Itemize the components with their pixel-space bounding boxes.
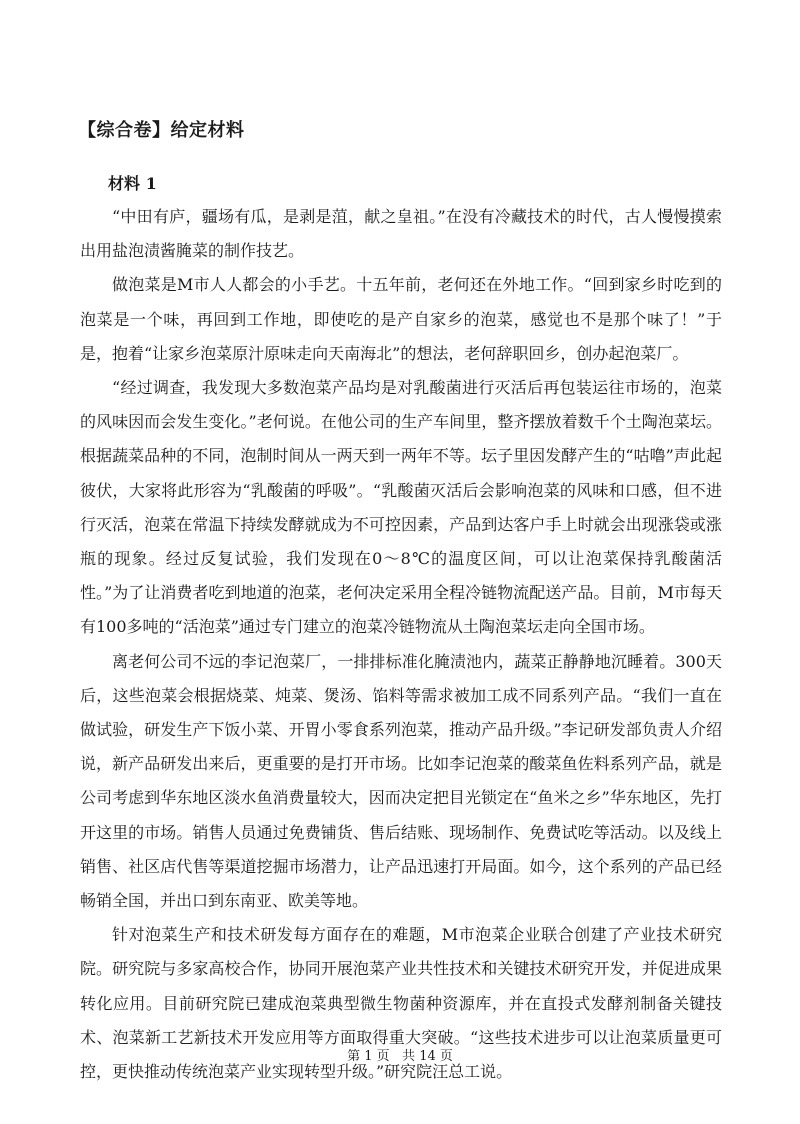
paragraph: 离老何公司不远的李记泡菜厂，一排排标准化腌渍池内，蔬菜正静静地沉睡着。300天后，这些泡菜会根据烧菜、炖菜、煲汤、馅料等需求被加工成不同系列产品。“我们一直在做试验，研发生产下饭小菜、开胃小零食系列泡菜，推动产品升级。”李记研发部负责人介绍说，新产品研发出来后，更重要的是打开市场。比如李记泡菜的酸菜鱼佐料系列产品，就是公司考虑到华东地区淡水鱼消费量较大，因而决定把目光锁定在“鱼米之乡”华东地区，先打开这里的市场。销售人员通过免费铺货、售后结账、现场制作、免费试吃等活动。以及线上销售、社区店代售等渠道挖掘市场潜力，让产品迅速打开局面。如今，这个系列的产品已经畅销全国，并出口到东南亚、欧美等地。 bbox=[80, 651, 722, 911]
paragraph: 针对泡菜生产和技术研发每方面存在的难题，M市泡菜企业联合创建了产业技术研究院。研究院与多家高校合作，协同开展泡菜产业共性技术和关键技术研究开发，并促进成果转化应用。目前研究院已建成泡菜典型微生物菌种资源库，并在直投式发酵剂制备关键技术、泡菜新工艺新技术开发应用等方面取得重大突破。“这些技术进步可以让泡菜质量更可控，更快推动传统泡菜产业实现转型升级。”研究院汪总工说。 bbox=[80, 925, 722, 1082]
document-body bbox=[80, 200, 722, 1089]
paragraph: “中田有庐，疆场有瓜，是剥是菹，献之皇祖。”在没有冷藏技术的时代，古人慢慢摸索出用盐泡渍酱腌菜的制作技艺。 bbox=[80, 207, 722, 261]
section-label: 材料 1 bbox=[108, 174, 157, 193]
page-footer: 第 1 页 共 14 页 bbox=[347, 1049, 453, 1064]
paragraph: 做泡菜是M市人人都会的小手艺。十五年前，老何还在外地工作。“回到家乡时吃到的泡菜是一个味，再回到工作地，即使吃的是产自家乡的泡菜，感觉也不是那个味了！”于是，抱着“让家乡泡菜原汁原味走向天南海北”的想法，老何辞职回乡，创办起泡菜厂。 bbox=[80, 275, 722, 363]
paragraph: “经过调查，我发现大多数泡菜产品均是对乳酸菌进行灭活后再包装运往市场的，泡菜的风味因而会发生变化。”老何说。在他公司的生产车间里，整齐摆放着数千个土陶泡菜坛。根据蔬菜品种的不同，泡制时间从一两天到一两年不等。坛子里因发酵产生的“咕噜”声此起彼伏，大家将此形容为“乳酸菌的呼吸”。“乳酸菌灭活后会影响泡菜的风味和口感，但不进行灭活，泡菜在常温下持续发酵就成为不可控因素，产品到达客户手上时就会出现涨袋或涨瓶的现象。经过反复试验，我们发现在0～8℃的温度区间，可以让泡菜保持乳酸菌活性。”为了让消费者吃到地道的泡菜，老何决定采用全程冷链物流配送产品。目前，M市每天有100多吨的“活泡菜”通过专门建立的泡菜冷链物流从土陶泡菜坛走向全国市场。 bbox=[80, 378, 722, 637]
document-title: 【综合卷】给定材料 bbox=[78, 120, 245, 141]
